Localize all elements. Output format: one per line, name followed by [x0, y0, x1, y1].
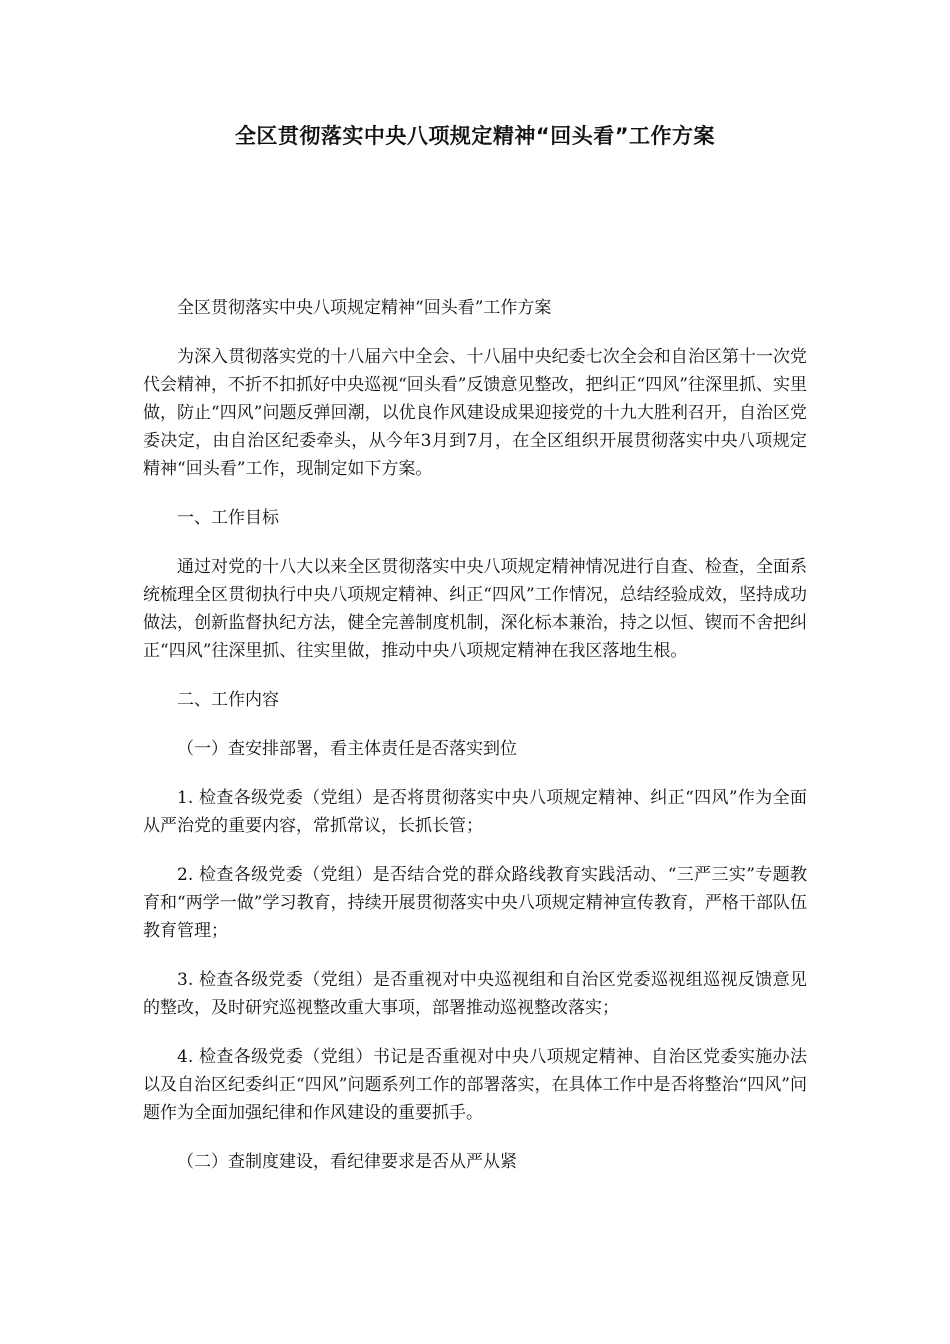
- intro-paragraph: 为深入贯彻落实党的十八届六中全会、十八届中央纪委七次全会和自治区第十一次党代会精神，不折不扣抓好中央巡视“回头看”反馈意见整改，把纠正“四风”往深里抓、实里做，防止“四风”问题反弹回潮，以优良作风建设成果迎接党的十九大胜利召开，自治区党委决定，由自治区纪委牵头，从今年3月到7月，在全区组织开展贯彻落实中央八项规定精神“回头看”工作，现制定如下方案。: [143, 347, 807, 479]
- list-item: 4. 检查各级党委（党组）书记是否重视对中央八项规定精神、自治区党委实施办法以及自治区纪委纠正“四风”问题系列工作的部署落实，在具体工作中是否将整治“四风”问题作为全面加强纪律和作风建设的重要抓手。: [143, 1047, 807, 1123]
- heading-repeat: 全区贯彻落实中央八项规定精神“回头看”工作方案: [177, 298, 552, 318]
- goals-paragraph: 通过对党的十八大以来全区贯彻落实中央八项规定精神情况进行自查、检查，全面系统梳理全区贯彻执行中央八项规定精神、纠正“四风”工作情况，总结经验成效，坚持成功做法，创新监督执纪方法，健全完善制度机制，深化标本兼治，持之以恒、锲而不舍把纠正“四风”往深里抓、往实里做，推动中央八项规定精神在我区落地生根。: [143, 557, 807, 661]
- section-heading-content: 二、工作内容: [177, 690, 279, 710]
- list-item: 3. 检查各级党委（党组）是否重视对中央巡视组和自治区党委巡视组巡视反馈意见的整改，及时研究巡视整改重大事项，部署推动巡视整改落实；: [143, 970, 807, 1018]
- list-item: 1. 检查各级党委（党组）是否将贯彻落实中央八项规定精神、纠正“四风”作为全面从严治党的重要内容，常抓常议，长抓长管；: [143, 788, 807, 836]
- list-item: 2. 检查各级党委（党组）是否结合党的群众路线教育实践活动、“三严三实”专题教育和“两学一做”学习教育，持续开展贯彻落实中央八项规定精神宣传教育，严格干部队伍教育管理；: [143, 865, 807, 941]
- page-title: 全区贯彻落实中央八项规定精神“回头看”工作方案: [234, 124, 716, 148]
- subsection-heading-1: （一）查安排部署，看主体责任是否落实到位: [177, 739, 517, 759]
- subsection-heading-2: （二）查制度建设，看纪律要求是否从严从紧: [177, 1152, 517, 1172]
- document-body: [143, 294, 807, 1197]
- section-heading-goals: 一、工作目标: [177, 508, 279, 528]
